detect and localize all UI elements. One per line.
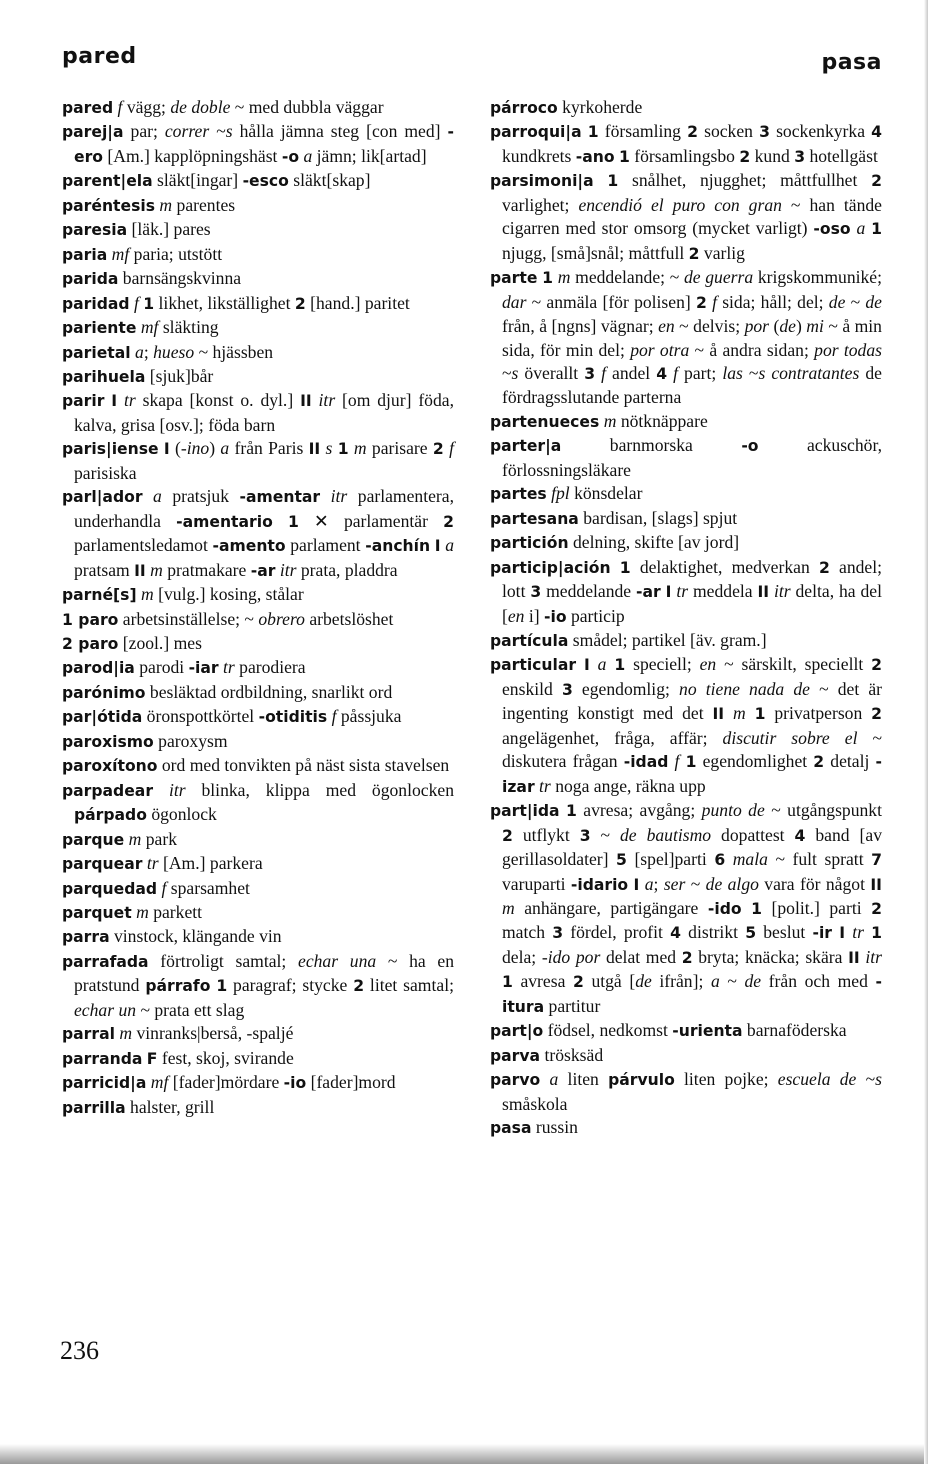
dictionary-entry: parihuela [sjuk]bår: [62, 365, 214, 386]
dictionary-entry: parquear tr [Am.] parkera: [62, 853, 263, 874]
dictionary-entry: paria mf paria; utstött: [62, 243, 223, 264]
running-head-left: pared: [62, 44, 137, 69]
dictionary-entry: parquet m parkett: [62, 901, 203, 922]
dictionary-entry: parva trösksäd: [490, 1044, 604, 1065]
dictionary-entry: parranda F fest, skoj, svirande: [62, 1047, 294, 1068]
dictionary-entry: parsimoni|a 1 snålhet, njugghet; måttfullhet 2 varlighet; encendió el puro con gran ~ han tände cigarren med stor omsorg (mycket varligt) -oso a 1 njugg, [små]snål; måttfull 2 varlig: [490, 170, 882, 263]
dictionary-entry: parrafada förtroligt samtal; echar una ~ ha en pratstund párrafo 1 paragraf; stycke 2 litet samtal; echar un ~ prata ett slag: [62, 950, 454, 1020]
dictionary-entry: pariente mf släkting: [62, 317, 219, 338]
dictionary-entry: 1 paro arbetsinställelse; ~ obrero arbetslöshet: [62, 608, 394, 629]
dictionary-entry: particular I a 1 speciell; en ~ särskilt, speciellt 2 enskild 3 egendomlig; no tiene nada de ~ det är ingenting konstigt med det II m 1 privatperson 2 angelägenhet, fråga, affär; discutir sobre el ~ diskutera frågan -idad f 1 egendomlighet 2 detalj -izar tr noga ange, räkna upp: [490, 654, 883, 796]
dictionary-entry: parida barnsängskvinna: [62, 268, 242, 289]
dictionary-entry: parónimo besläktad ordbildning, snarlikt ord: [62, 681, 393, 702]
dictionary-entry: partenueces m nötknäppare: [490, 410, 708, 431]
running-head-right: pasa: [821, 50, 882, 75]
dictionary-entry: parroqui|a 1 församling 2 socken 3 sockenkyrka 4 kundkrets -ano 1 församlingsbo 2 kund 3 hotellgäst: [490, 121, 882, 166]
dictionary-entry: particip|ación 1 delaktighet, medverkan 2 andel; lott 3 meddelande -ar I tr meddela II itr delta, ha del [en i] -io particip: [490, 556, 882, 626]
dictionary-entry: parricid|a mf [fader]mördare -io [fader]mord: [62, 1072, 396, 1093]
left-column: [62, 96, 454, 1120]
dictionary-entry: par|ótida öronspottkörtel -otiditis f påssjuka: [62, 706, 402, 727]
dictionary-entry: párroco kyrkoherde: [490, 97, 643, 117]
dictionary-entry: paréntesis m parentes: [62, 194, 236, 215]
right-column: [490, 96, 882, 1140]
dictionary-entry: parquedad f sparsamhet: [62, 877, 250, 898]
dictionary-entry: parietal a; hueso ~ hjässben: [62, 341, 274, 362]
dictionary-entry: pasa russin: [490, 1117, 578, 1138]
scan-shadow-right: [924, 0, 928, 1464]
dictionary-entry: 2 paro [zool.] mes: [62, 632, 202, 653]
dictionary-entry: parod|ia parodi -iar tr parodiera: [62, 657, 306, 678]
dictionary-entry: parpadear itr blinka, klippa med ögonlocken párpado ögonlock: [62, 779, 454, 825]
dictionary-entry: parque m park: [62, 828, 178, 849]
dictionary-entry: parej|a par; correr ~s hålla jämna steg [con med] -ero [Am.] kapplöpningshäst -o a jämn; lik[artad]: [62, 121, 454, 166]
dictionary-entry: paridad f 1 likhet, likställighet 2 [hand.] paritet: [62, 292, 410, 313]
dictionary-entry: parent|ela släkt[ingar] -esco släkt[skap]: [62, 170, 371, 191]
dictionary-entry: parte 1 m meddelande; ~ de guerra krigskommuniké; dar ~ anmäla [för polisen] 2 f sida; håll; del; de ~ de från, å [ngns] vägnar; en ~ delvis; por (de) mi ~ å min sida, för min del; por otra ~ å andra sidan; por todas ~s överallt 3 f andel 4 f part; las ~s contratantes de fördragsslutande parterna: [490, 267, 883, 408]
dictionary-entry: paris|iense I (-ino) a från Paris II s 1 m parisare 2 f parisiska: [62, 438, 454, 483]
dictionary-entry: paroxítono ord med tonvikten på näst sista stavelsen: [62, 755, 450, 776]
dictionary-entry: paroxismo paroxysm: [62, 730, 228, 751]
dictionary-entry: parral m vinranks|berså, -spaljé: [62, 1023, 294, 1044]
dictionary-entry: part|ida 1 avresa; avgång; punto de ~ utgångspunkt 2 utflykt 3 ~ de bautismo dopattest 4 band [av gerillasoldater] 5 [spel]parti 6 mala ~ fult spratt 7 varuparti -idario I a; ser ~ de algo vara för något II m anhängare, partigängare -ido 1 [polit.] parti 2 match 3 fördel, profit 4 distrikt 5 beslut -ir I tr 1 dela; -ido por delat med 2 bryta; knäcka; skära II itr 1 avresa 2 utgå [de ifrån]; a ~ de från och med -itura partitur: [490, 800, 883, 1016]
scan-shadow-bottom: [0, 1444, 928, 1464]
dictionary-entry: parir I tr skapa [konst o. dyl.] II itr [om djur] föda, kalva, grisa [osv.]; föda barn: [62, 390, 454, 435]
dictionary-entry: parra vinstock, klängande vin: [62, 926, 282, 947]
dictionary-entry: pared f vägg; de doble ~ med dubbla väggar: [62, 97, 384, 117]
dictionary-entry: parvo a liten párvulo liten pojke; escuela de ~s småskola: [490, 1069, 882, 1114]
page-number: 236: [60, 1336, 99, 1365]
dictionary-entry: partes fpl könsdelar: [490, 483, 643, 504]
dictionary-entry: partición delning, skifte [av jord]: [490, 532, 740, 553]
dictionary-entry: parné[s] m [vulg.] kosing, stålar: [62, 584, 304, 605]
dictionary-entry: part|o födsel, nedkomst -urienta barnaföderska: [490, 1020, 847, 1041]
dictionary-entry: partícula smådel; partikel [äv. gram.]: [490, 629, 767, 650]
dictionary-entry: partesana bardisan, [slags] spjut: [490, 507, 738, 528]
dictionary-entry: parter|a barnmorska -o ackuschör, förlossningsläkare: [490, 435, 882, 480]
dictionary-entry: parl|ador a pratsjuk -amentar itr parlamentera, underhandla -amentario 1 ✕ parlamentär 2 parlamentsledamot -amento parlament -anchín I a pratsam II m pratmakare -ar itr prata, pladdra: [62, 486, 454, 580]
dictionary-entry: paresia [läk.] pares: [62, 219, 211, 240]
dictionary-entry: parrilla halster, grill: [62, 1096, 215, 1117]
